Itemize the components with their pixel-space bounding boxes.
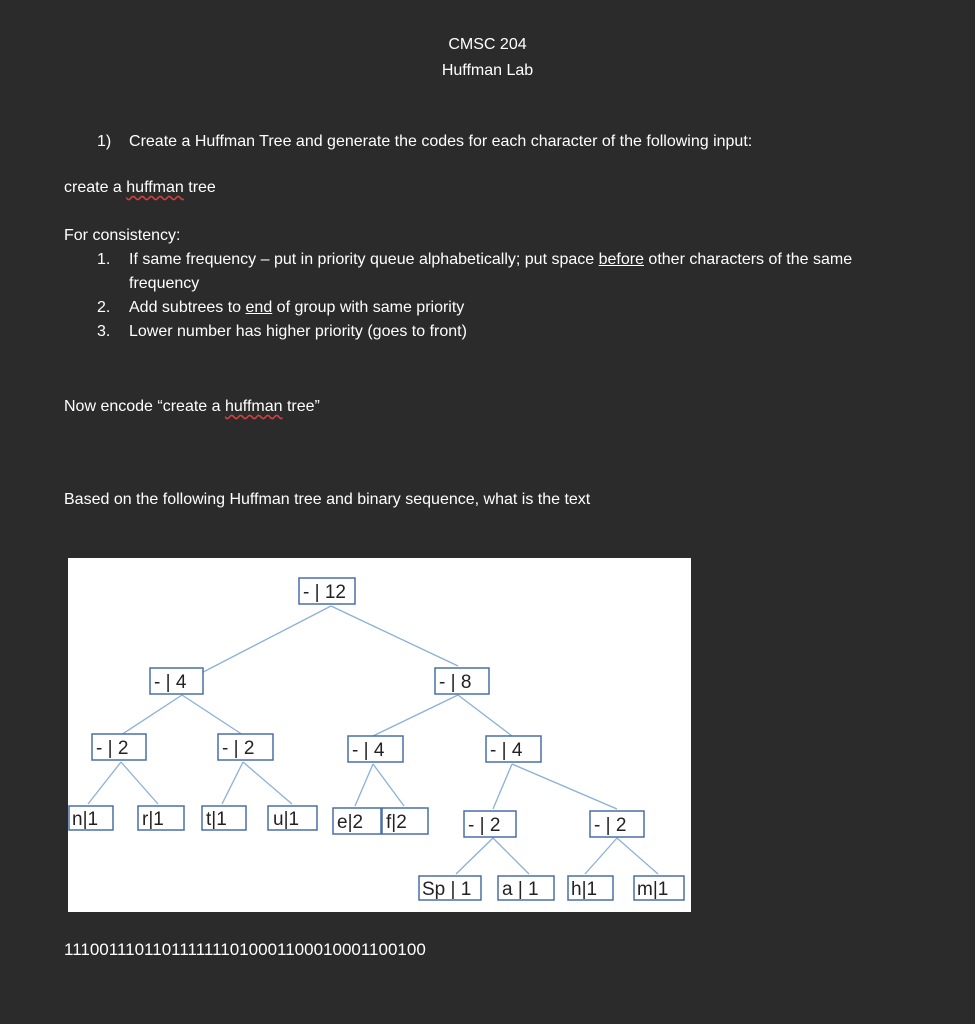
rule-2-text-c: of group with same priority [272, 299, 465, 316]
decode-prompt: Based on the following Huffman tree and binary sequence, what is the text [64, 491, 591, 508]
edge-rrl-sp [456, 838, 493, 874]
rule-2-text-a: Add subtrees to [129, 299, 246, 316]
leaf-a [498, 876, 554, 900]
leaf-u [268, 806, 317, 830]
svg-text:- | 4: - | 4 [154, 672, 187, 693]
edge-root-r [331, 606, 458, 666]
lab-title: Huffman Lab [441, 62, 534, 79]
rule-1-text-a: If same frequency – put in priority queue alphabetically; put space [129, 251, 599, 268]
leaf-e [333, 808, 381, 834]
node-rrr [590, 811, 644, 837]
svg-text:- | 2: - | 2 [96, 738, 129, 759]
node-rl [348, 736, 403, 762]
rule-1 [97, 248, 907, 296]
course-title: CMSC 204 [448, 36, 527, 53]
svg-text:- | 12: - | 12 [303, 582, 346, 603]
rule-1-text-c: other characters of the same frequency [129, 251, 853, 292]
svg-text:- | 8: - | 8 [439, 672, 472, 693]
leaf-h [568, 876, 613, 900]
svg-text:e|2: e|2 [337, 812, 364, 833]
leaf-t [202, 806, 246, 830]
svg-text:a | 1: a | 1 [502, 879, 539, 900]
node-root [299, 578, 355, 604]
svg-text:h|1: h|1 [571, 879, 598, 900]
input-prefix: create a [64, 179, 127, 196]
binary-sequence: 1110011101101111111010001100010001100100 [64, 940, 426, 959]
edge-l-ll [121, 695, 182, 735]
edge-lr-t [222, 762, 243, 804]
svg-text:f|2: f|2 [386, 812, 407, 833]
svg-text:- | 4: - | 4 [352, 740, 385, 761]
rule-2 [97, 296, 907, 320]
rule-3 [97, 320, 907, 344]
node-left [150, 668, 203, 694]
input-word: huffman [126, 179, 184, 196]
edge-l-lr [182, 695, 243, 735]
leaf-n [69, 806, 113, 830]
rule-1-number: 1. [97, 251, 111, 268]
svg-text:r|1: r|1 [142, 809, 164, 830]
edge-rrl-a [493, 838, 529, 874]
rule-3-text: Lower number has higher priority (goes to front) [129, 323, 467, 340]
consistency-heading: For consistency: [64, 227, 181, 244]
encode-word: huffman [224, 398, 283, 415]
encode-suffix: tree” [282, 398, 320, 415]
encode-prefix: Now encode “create a [64, 398, 225, 415]
svg-text:- | 2: - | 2 [468, 815, 501, 836]
edge-ll-r [121, 762, 158, 804]
edge-rrr-m [617, 838, 658, 874]
edge-root-l [182, 606, 331, 683]
rule-1-text-b: before [598, 251, 644, 268]
input-suffix: tree [183, 179, 216, 196]
svg-text:Sp | 1: Sp | 1 [422, 879, 472, 900]
svg-text:- | 4: - | 4 [490, 740, 523, 761]
edge-rl-f [373, 764, 404, 806]
rule-3-number: 3. [97, 323, 111, 340]
edge-rrr-h [585, 838, 617, 874]
edge-ll-n [88, 762, 121, 804]
node-lr [218, 734, 273, 760]
edge-rr-rrl [493, 764, 512, 809]
huffman-tree-svg [68, 558, 691, 912]
node-rrl [464, 811, 516, 837]
question-prompt: Create a Huffman Tree and generate the codes for each character of the following input: [129, 133, 753, 150]
leaf-r [138, 806, 184, 830]
node-rr [486, 736, 541, 762]
svg-text:t|1: t|1 [206, 809, 227, 830]
edge-rl-e [355, 764, 373, 806]
encode-prompt [64, 398, 320, 416]
question-1 [97, 133, 752, 151]
rule-2-text-b: end [245, 299, 273, 316]
huffman-tree-figure [68, 558, 691, 912]
leaf-m [634, 876, 684, 900]
edge-r-rl [373, 695, 458, 736]
edge-r-rr [458, 695, 512, 736]
node-right [435, 668, 489, 694]
svg-text:u|1: u|1 [273, 809, 300, 830]
edge-lr-u [243, 762, 292, 804]
svg-text:- | 2: - | 2 [594, 815, 627, 836]
leaf-space [419, 876, 481, 900]
svg-text:- | 2: - | 2 [222, 738, 255, 759]
edge-rr-rrr [512, 764, 617, 809]
rule-2-number: 2. [97, 299, 111, 316]
question-number: 1) [97, 133, 112, 150]
svg-text:n|1: n|1 [72, 809, 99, 830]
consistency-list [97, 248, 907, 344]
input-text [64, 179, 216, 197]
leaf-f [382, 808, 428, 834]
svg-text:m|1: m|1 [637, 879, 669, 900]
node-ll [92, 734, 146, 760]
